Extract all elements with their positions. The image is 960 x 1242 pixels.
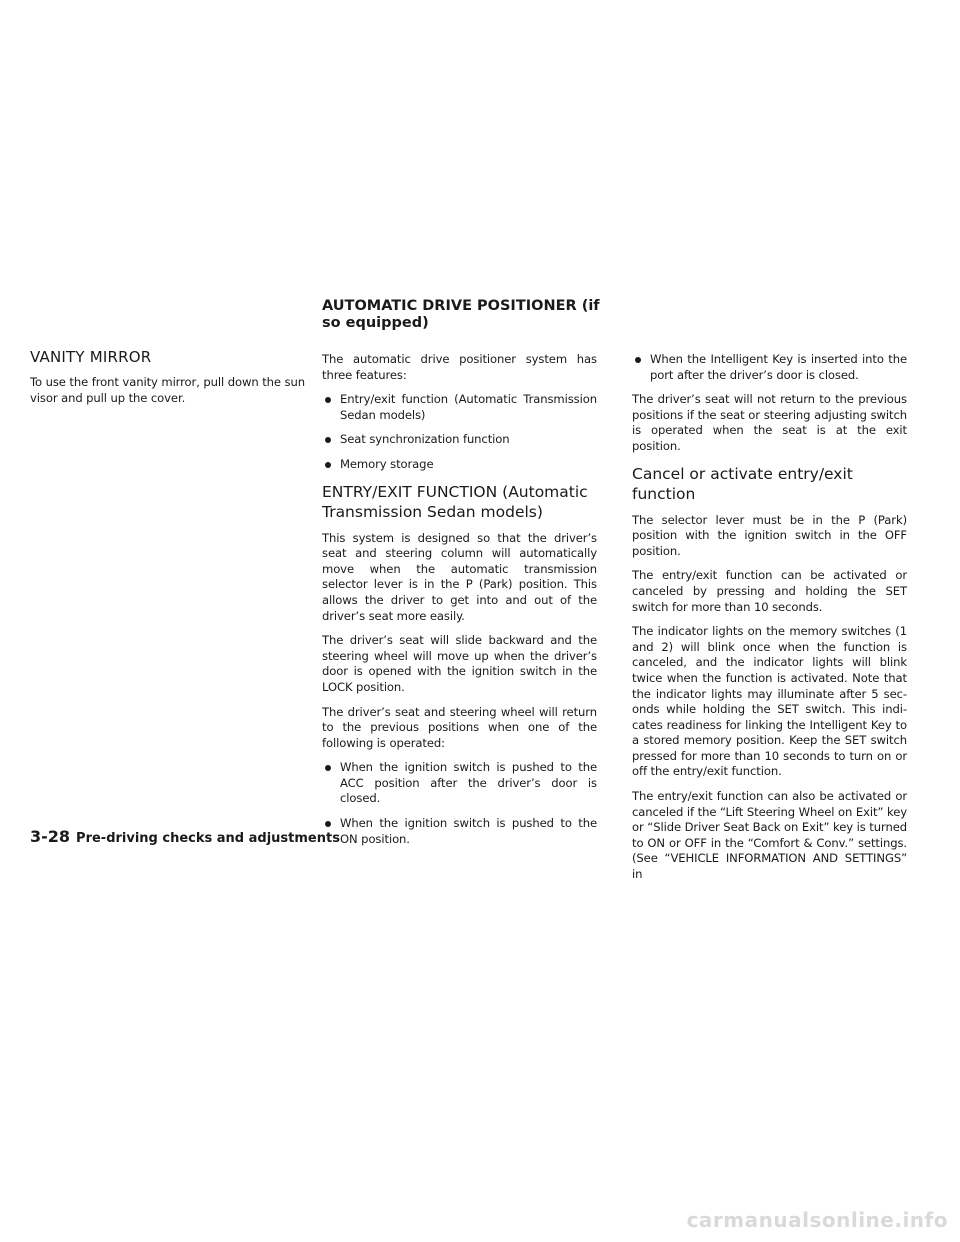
cancel-activate-heading: Cancel or activate entry/exit function — [632, 464, 853, 503]
vanity-mirror-heading: VANITY MIRROR — [30, 348, 152, 366]
vanity-mirror-text: To use the front vanity mirror, pull down the sun visor and pull up the cover. — [30, 375, 305, 405]
operation-item: When the ignition switch is pushed to the ACC position after the driver’s door is closed. — [322, 760, 597, 807]
paragraph: The driver’s seat will slide backward and the steering wheel will move up when the driver’s door is opened with the ignition switch in the LOCK position. — [322, 633, 597, 694]
chapter-title: Pre-driving checks and adjustments — [76, 831, 340, 846]
feature-item: Entry/exit function (Automatic Transmission Sedan models) — [322, 392, 597, 423]
paragraph: The selector lever must be in the P (Park) position with the ignition switch in the OFF position. — [632, 512, 907, 558]
section-title: AUTOMATIC DRIVE POSITIONER (if so equipped) — [322, 298, 600, 331]
operation-item: When the ignition switch is pushed to the ON position. — [322, 816, 597, 847]
feature-item: Seat synchronization function — [322, 432, 597, 448]
paragraph: The driver’s seat and steering wheel will return to the previous positions when one of the following is operated: — [322, 704, 597, 750]
watermark: carmanualsonline.info — [686, 1208, 948, 1232]
paragraph: The entry/exit function can be activated or canceled by pressing and holding the SET switch for more than 10 seconds. — [632, 568, 907, 614]
left-column — [30, 348, 305, 415]
paragraph: The indicator lights on the memory switches (1 and 2) will blink once when the function is canceled, and the indicator lights will blink twice when the function is activated. Note that the indicator lights may illuminate after 5 sec-onds while holding the SET switch. This indi-cates readiness for linking the Intelligent Key to a stored memory position. Keep the SET switch pressed for more than 10 seconds to turn on or off the entry/exit function. — [632, 624, 907, 779]
bullet-icon — [325, 462, 331, 468]
page-footer — [30, 827, 340, 846]
feature-item: Memory storage — [322, 457, 597, 473]
page-number: 3-28 — [30, 827, 71, 846]
right-column — [632, 352, 907, 892]
bullet-icon — [635, 357, 641, 363]
paragraph: This system is designed so that the driver’s seat and steering column will automatically move when the automatic transmission selector lever is in the P (Park) position. This allows the driver to get into and out of the driver’s seat more easily. — [322, 530, 597, 623]
bullet-icon — [325, 397, 331, 403]
operation-item: When the Intelligent Key is inserted into the port after the driver’s door is closed. — [632, 352, 907, 383]
paragraph: The entry/exit function can also be activated or canceled if the “Lift Steering Wheel on Exit” key or “Slide Driver Seat Back on Exit” key is turned to ON or OFF in the “Comfort & Conv.” settings. (See “VEHICLE INFORMATION AND SETTINGS” in — [632, 789, 907, 882]
entry-exit-heading: ENTRY/EXIT FUNCTION (Automatic Transmission Sedan models) — [322, 482, 588, 521]
intro-text: The automatic drive positioner system has three features: — [322, 352, 597, 382]
paragraph: The driver’s seat will not return to the previous positions if the seat or steering adjusting switch is operated when the seat is at the exit position. — [632, 392, 907, 453]
bullet-icon — [325, 437, 331, 443]
middle-column — [322, 352, 597, 856]
bullet-icon — [325, 765, 331, 771]
